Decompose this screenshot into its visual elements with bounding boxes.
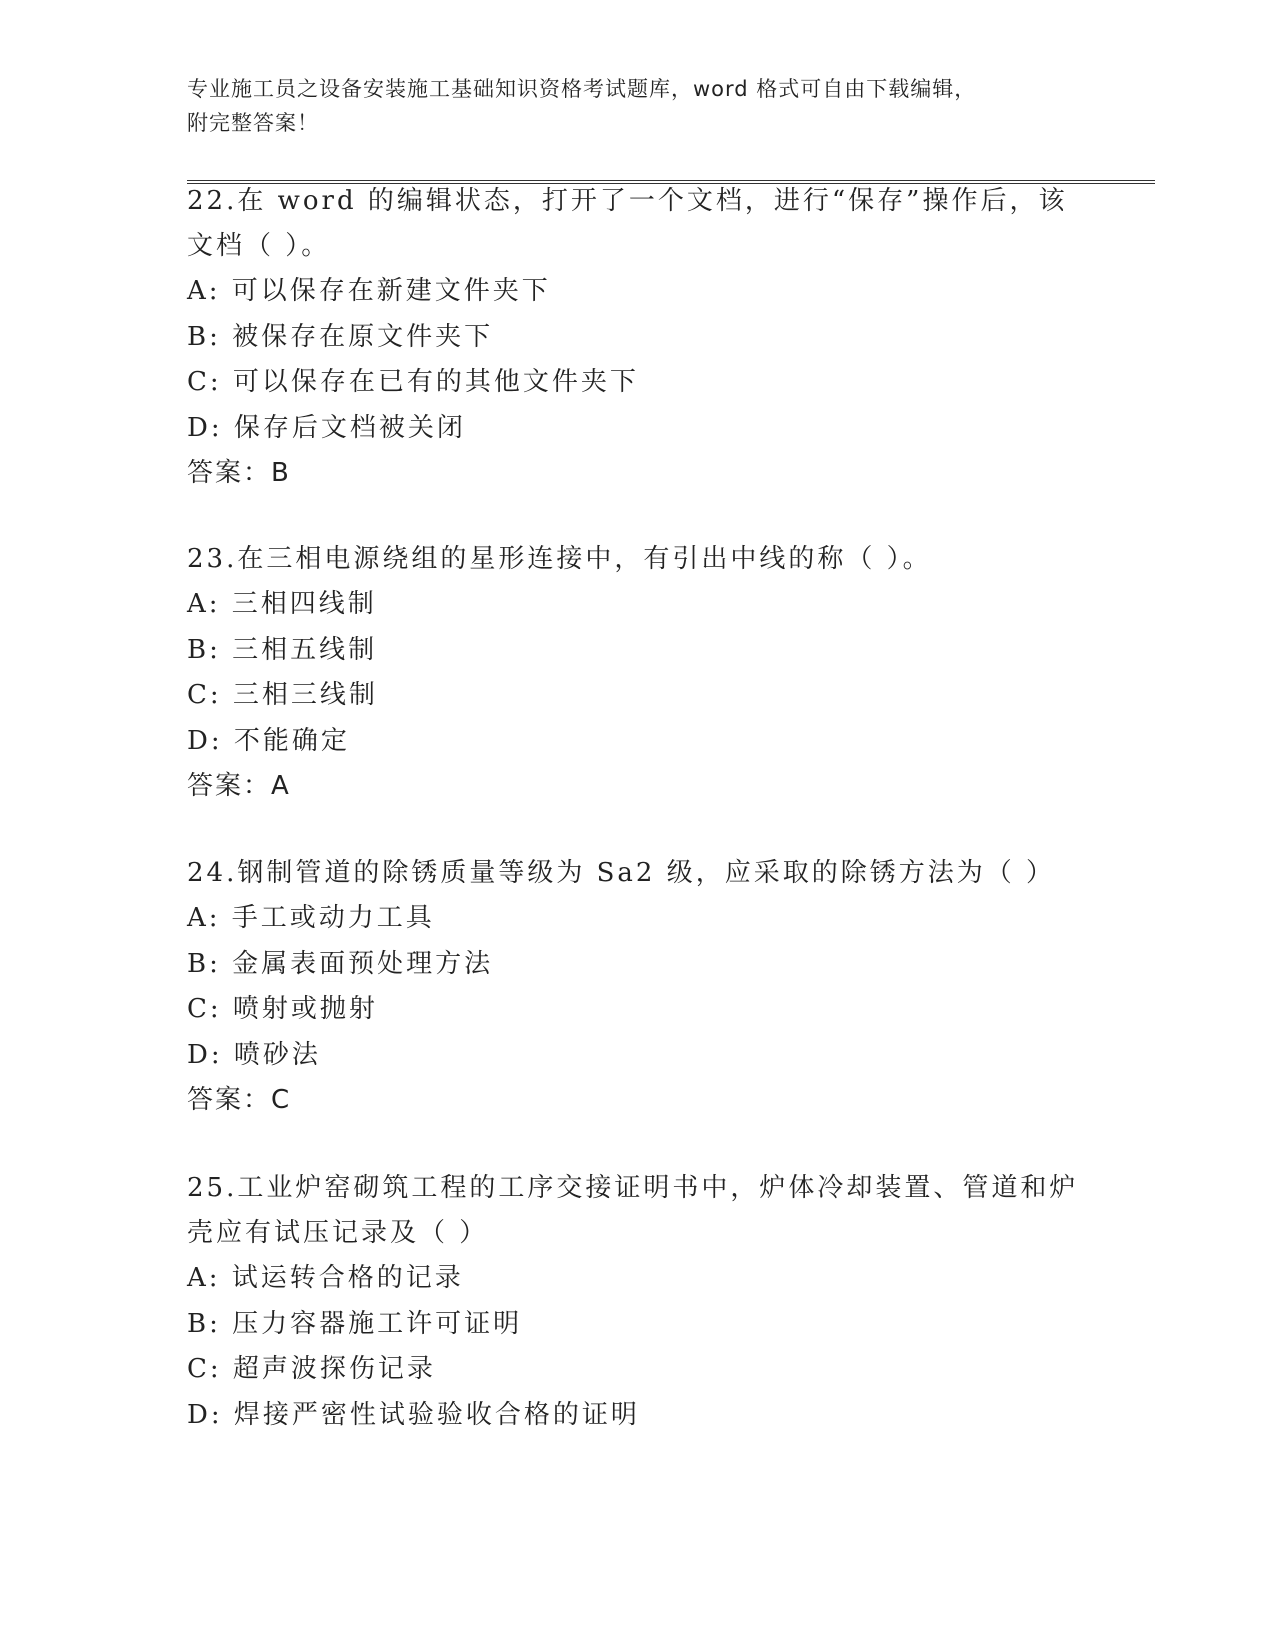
answer: 答案：B [187, 458, 291, 488]
option-c: C: 可以保存在已有的其他文件夹下 [187, 367, 639, 397]
answer: 答案：C [187, 1085, 292, 1115]
option-d: D: 保存后文档被关闭 [187, 412, 466, 443]
question-text: 22.在 word 的编辑状态，打开了一个文档，进行“保存”操作后，该 [187, 186, 1068, 216]
option-d: D: 喷砂法 [187, 1039, 321, 1070]
option-d: D: 焊接严密性试验验收合格的证明 [187, 1399, 640, 1430]
question-22 [187, 179, 1087, 496]
question-24 [187, 851, 1087, 1123]
option-b: B: 被保存在原文件夹下 [187, 321, 494, 352]
answer: 答案：A [187, 771, 291, 801]
option-d: D: 不能确定 [187, 725, 350, 756]
header-line-2: 附完整答案！ [187, 111, 319, 135]
option-b: B: 金属表面预处理方法 [187, 948, 494, 979]
option-b: B: 压力容器施工许可证明 [187, 1308, 523, 1339]
question-23 [187, 537, 1087, 809]
question-text: 23.在三相电源绕组的星形连接中，有引出中线的称（ ）。 [187, 544, 932, 574]
question-text: 25.工业炉窑砌筑工程的工序交接证明书中，炉体冷却装置、管道和炉 [187, 1173, 1079, 1203]
option-c: C: 三相三线制 [187, 680, 378, 710]
question-25 [187, 1166, 1087, 1438]
question-text: 文档（ ）。 [187, 231, 331, 261]
option-a: A: 可以保存在新建文件夹下 [187, 276, 551, 306]
option-a: A: 三相四线制 [187, 589, 377, 619]
option-a: A: 手工或动力工具 [187, 903, 435, 933]
option-a: A: 试运转合格的记录 [187, 1263, 464, 1293]
question-text: 24.钢制管道的除锈质量等级为 Sa2 级，应采取的除锈方法为（ ） [187, 858, 1055, 888]
option-c: C: 超声波探伤记录 [187, 1354, 436, 1384]
header-line-1: 专业施工员之设备安装施工基础知识资格考试题库，word 格式可自由下载编辑， [187, 77, 977, 101]
option-c: C: 喷射或抛射 [187, 994, 378, 1024]
document-header [187, 72, 1067, 140]
question-text: 壳应有试压记录及（ ） [187, 1218, 489, 1248]
option-b: B: 三相五线制 [187, 634, 378, 665]
